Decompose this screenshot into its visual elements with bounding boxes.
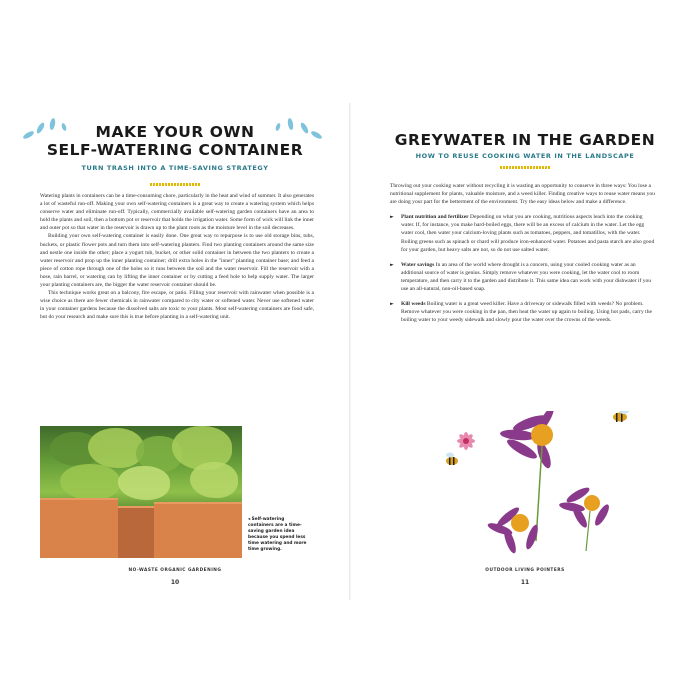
bullet-item <box>390 261 656 293</box>
bee-icon <box>446 453 458 466</box>
book-spread <box>0 103 700 600</box>
bullet-text: Boiling water is a great weed killer. Have a driveway or sidewalk filled with weeds? No problem. Remove whatever you were cooking in the pan, then heat the water up again to boiling. Using hot pads, carry the boiling water to your weedy sidewalk and slowly pour the water over the crowns of the weeds. <box>401 301 652 324</box>
bullet-text: Depending on what you are cooking, nutritious aspects leach into the cooking water. If, for instance, you make hard-boiled eggs, there will be an excess of calcium in the water. Let the egg water cool, then water your calcium-loving plants such as tomatoes, peppers, and tomatillos, with the water. Boiling greens such as spinach or chard will produce iron-enhanced water. Potatoes and pasta starch are also good for your garden, but heavy salts are not, so do not use salted water. <box>401 214 655 253</box>
bullet-term: Water savings <box>401 261 435 268</box>
arrow-bullet-icon: ► <box>390 214 394 221</box>
bullet-item <box>390 213 656 253</box>
coneflower-icon <box>559 485 612 551</box>
bullet-term: Plant nutrition and fertilizer <box>401 214 469 221</box>
page-subtitle: TURN TRASH INTO A TIME-SAVING STRATEGY <box>81 164 269 172</box>
bullet-term: Kill weeds <box>401 301 426 308</box>
dotted-divider <box>150 183 200 186</box>
arrow-bullet-icon: ► <box>390 261 394 268</box>
page-title: GREYWATER IN THE GARDEN <box>394 131 656 149</box>
photo-caption: ◂ Self-watering containers are a time-saving garden idea because you spend less time watering and more time growing. <box>248 517 307 552</box>
coneflower-icon <box>486 505 540 555</box>
page-number: 10 <box>170 579 180 586</box>
paragraph: This technique works great on a balcony, fire escape, or patio. Filling your reservoir with rainwater when possible is a wise choice as there are fewer chemicals in rainwater compared to city water or softened water. Never use softened water in your container gardens because the dissolved salts are toxic to your plants. Most self-watering containers are food safe, but do your research and make sure this is true before planting in a self-watering unit. <box>40 290 314 321</box>
arrow-bullet-icon: ► <box>390 301 394 308</box>
page-title-line1: MAKE YOUR OWN <box>95 123 255 141</box>
bee-icon <box>613 411 629 422</box>
daisy-icon <box>457 432 475 450</box>
paragraph: Watering plants in containers can be a time-consuming chore, particularly in the heat and wind of summer. It also generates a lot of wasteful run-off. Making your own self-watering containers is a great way to create a watering system which helps conserve water and eliminate run-off. Typically, commercially available self-watering garden containers have an area to hold the plants and soil, then a bottom pot or reservoir that holds the irrigation water. Some form of wick will link the inner and outer pot so that water in the reservoir is drawn up to the plant roots as the moisture level in the soil decreases. <box>40 193 314 232</box>
page-number: 11 <box>520 579 530 586</box>
right-page <box>350 103 700 600</box>
article-body <box>390 182 656 331</box>
dotted-divider <box>500 166 550 169</box>
page-subtitle: HOW TO REUSE COOKING WATER IN THE LANDSCAPE <box>415 152 635 160</box>
paragraph: Building your own self-watering container is easily done. One great way to repurpose is to use old storage bins, tubs, buckets, or plastic flower pots and turn them into self-watering planters. Find two planting containers around the same size and nestle one inside the other; place a yogurt tub, bucket, or other solid container in between the two planters to create a water reservoir and prop up the inner planting container; drill extra holes in the "inner" planting container base; and feed a piece of cotton rope through one of the holes so it runs between the soil and the water reservoir. Fill the reservoir with a hose, rain barrel, or watering can by lifting the inner container or by cutting a feed hole to help supply water. The larger your planting containers are, the bigger the water reservoir container should be. <box>40 233 314 289</box>
left-page <box>0 103 350 600</box>
intro-paragraph: Throwing out your cooking water without recycling it is wasting an opportunity to conserve in three ways: You lose a nutritional supplement for plants, valuable moisture, and a weed killer. Finding creative ways to reuse water means you are doing your part for the betterment of the environment. Try the easy ideas below and make a difference. <box>390 183 655 206</box>
bullet-text: In an area of the world where drought is a concern, using your cooled cooking water as an additional source of water is genius. Simply remove whatever you were cooking, let the water cool to room temperature, and then carry it to the garden and distribute it. This same idea can work with your dishwater if you use an all-natural, non-oil-based soap. <box>401 261 652 293</box>
garden-illustration <box>440 411 650 561</box>
page-title-line2: SELF-WATERING CONTAINER <box>46 141 304 159</box>
footer-section-label: NO-WASTE ORGANIC GARDENING <box>128 568 222 573</box>
article-body <box>40 192 314 322</box>
bullet-item <box>390 300 656 324</box>
self-watering-planter-photo <box>40 426 242 558</box>
footer-section-label: OUTDOOR LIVING POINTERS <box>485 568 565 573</box>
